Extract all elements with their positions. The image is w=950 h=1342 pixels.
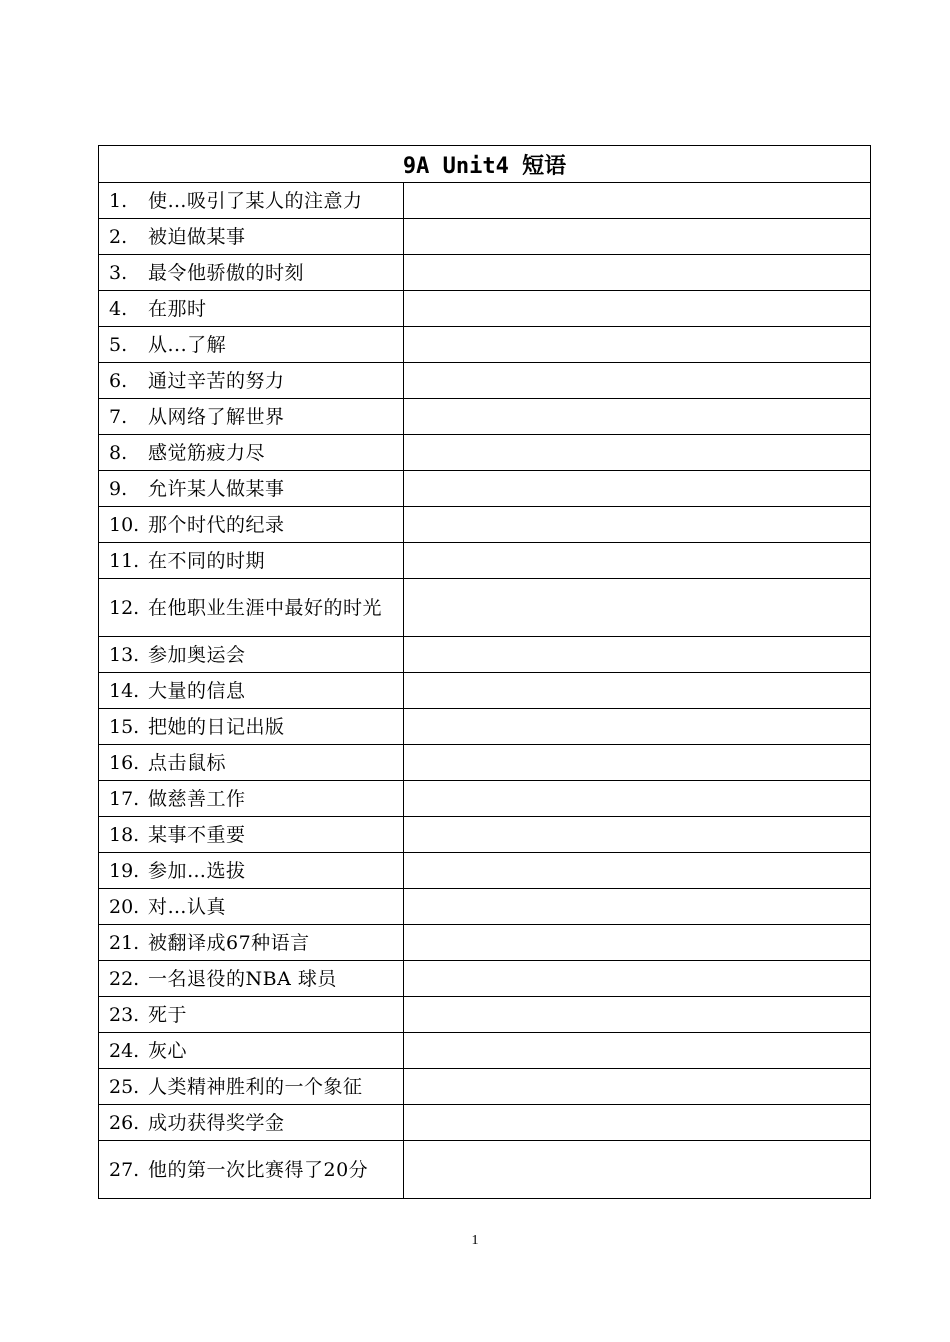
phrase-cell xyxy=(99,219,404,255)
item-number: 3. xyxy=(109,261,128,284)
table-row xyxy=(99,399,871,435)
phrase-text: 在不同的时期 xyxy=(148,549,266,572)
table-row xyxy=(99,745,871,781)
answer-blank-cell[interactable] xyxy=(404,781,871,817)
answer-blank-cell[interactable] xyxy=(404,399,871,435)
phrase-text: 被迫做某事 xyxy=(148,225,246,248)
answer-blank-cell[interactable] xyxy=(404,709,871,745)
item-number: 11. xyxy=(109,549,140,572)
table-row xyxy=(99,1105,871,1141)
phrase-cell xyxy=(99,1069,404,1105)
table-row xyxy=(99,925,871,961)
answer-blank-cell[interactable] xyxy=(404,1069,871,1105)
item-number: 4. xyxy=(109,297,128,320)
item-number: 18. xyxy=(109,823,140,846)
phrase-text: 允许某人做某事 xyxy=(148,477,285,500)
phrase-text: 从网络了解世界 xyxy=(148,405,285,428)
item-number: 9. xyxy=(109,477,128,500)
answer-blank-cell[interactable] xyxy=(404,1105,871,1141)
phrase-cell xyxy=(99,637,404,673)
phrase-text: 做慈善工作 xyxy=(148,787,246,810)
item-number: 25. xyxy=(109,1075,140,1098)
phrase-text: 一名退役的NBA 球员 xyxy=(148,967,337,990)
answer-blank-cell[interactable] xyxy=(404,471,871,507)
answer-blank-cell[interactable] xyxy=(404,853,871,889)
phrase-text: 在那时 xyxy=(148,297,207,320)
worksheet-title: 9A Unit4 短语 xyxy=(99,146,871,183)
phrase-cell xyxy=(99,1033,404,1069)
phrase-text: 对…认真 xyxy=(148,895,227,918)
phrase-cell xyxy=(99,781,404,817)
phrase-text: 某事不重要 xyxy=(148,823,246,846)
table-row xyxy=(99,579,871,637)
phrase-cell xyxy=(99,507,404,543)
item-number: 15. xyxy=(109,715,140,738)
item-number: 8. xyxy=(109,441,128,464)
answer-blank-cell[interactable] xyxy=(404,255,871,291)
table-row xyxy=(99,1069,871,1105)
item-number: 17. xyxy=(109,787,140,810)
table-row xyxy=(99,1141,871,1199)
phrase-cell xyxy=(99,817,404,853)
phrase-cell xyxy=(99,1141,404,1199)
answer-blank-cell[interactable] xyxy=(404,817,871,853)
phrase-cell xyxy=(99,853,404,889)
table-row xyxy=(99,961,871,997)
table-row xyxy=(99,889,871,925)
item-number: 27. xyxy=(109,1158,140,1181)
phrase-cell xyxy=(99,291,404,327)
table-row xyxy=(99,435,871,471)
item-number: 14. xyxy=(109,679,140,702)
table-row xyxy=(99,817,871,853)
phrase-cell xyxy=(99,399,404,435)
item-number: 19. xyxy=(109,859,140,882)
phrase-cell xyxy=(99,435,404,471)
item-number: 2. xyxy=(109,225,128,248)
item-number: 12. xyxy=(109,596,140,619)
answer-blank-cell[interactable] xyxy=(404,673,871,709)
phrase-cell xyxy=(99,327,404,363)
item-number: 1. xyxy=(109,189,128,212)
answer-blank-cell[interactable] xyxy=(404,291,871,327)
phrase-text: 灰心 xyxy=(148,1039,188,1062)
item-number: 21. xyxy=(109,931,140,954)
answer-blank-cell[interactable] xyxy=(404,435,871,471)
phrase-cell xyxy=(99,543,404,579)
phrase-cell xyxy=(99,183,404,219)
phrase-text: 点击鼠标 xyxy=(148,751,227,774)
table-row xyxy=(99,543,871,579)
table-row xyxy=(99,327,871,363)
phrase-text: 使…吸引了某人的注意力 xyxy=(148,189,363,212)
table-row xyxy=(99,291,871,327)
phrase-text: 人类精神胜利的一个象征 xyxy=(148,1075,363,1098)
item-number: 23. xyxy=(109,1003,140,1026)
answer-blank-cell[interactable] xyxy=(404,363,871,399)
table-row xyxy=(99,471,871,507)
phrase-text: 那个时代的纪录 xyxy=(148,513,285,536)
phrase-cell xyxy=(99,363,404,399)
answer-blank-cell[interactable] xyxy=(404,1141,871,1199)
answer-blank-cell[interactable] xyxy=(404,745,871,781)
phrase-cell xyxy=(99,255,404,291)
table-row xyxy=(99,363,871,399)
phrase-cell xyxy=(99,709,404,745)
table-row xyxy=(99,997,871,1033)
table-row xyxy=(99,853,871,889)
phrase-cell xyxy=(99,925,404,961)
table-row xyxy=(99,709,871,745)
phrase-cell xyxy=(99,889,404,925)
table-row xyxy=(99,1033,871,1069)
item-number: 16. xyxy=(109,751,140,774)
table-row xyxy=(99,781,871,817)
page-number: 1 xyxy=(471,1233,479,1248)
answer-blank-cell[interactable] xyxy=(404,579,871,637)
answer-blank-cell[interactable] xyxy=(404,961,871,997)
answer-blank-cell[interactable] xyxy=(404,1033,871,1069)
item-number: 24. xyxy=(109,1039,140,1062)
answer-blank-cell[interactable] xyxy=(404,219,871,255)
table-row xyxy=(99,673,871,709)
answer-blank-cell[interactable] xyxy=(404,889,871,925)
phrase-text: 参加奥运会 xyxy=(148,643,246,666)
item-number: 7. xyxy=(109,405,128,428)
phrase-cell xyxy=(99,997,404,1033)
phrase-cell xyxy=(99,1105,404,1141)
phrase-cell xyxy=(99,961,404,997)
answer-blank-cell[interactable] xyxy=(404,637,871,673)
answer-blank-cell[interactable] xyxy=(404,997,871,1033)
table-row xyxy=(99,219,871,255)
table-row xyxy=(99,637,871,673)
phrase-text: 大量的信息 xyxy=(148,679,246,702)
table-row xyxy=(99,507,871,543)
phrase-text: 最令他骄傲的时刻 xyxy=(148,261,305,284)
phrase-cell xyxy=(99,579,404,637)
item-number: 26. xyxy=(109,1111,140,1134)
answer-blank-cell[interactable] xyxy=(404,327,871,363)
phrase-text: 参加…选拔 xyxy=(148,859,246,882)
phrase-cell xyxy=(99,471,404,507)
table-row xyxy=(99,255,871,291)
phrase-text: 把她的日记出版 xyxy=(148,715,285,738)
phrase-text: 感觉筋疲力尽 xyxy=(148,441,266,464)
item-number: 6. xyxy=(109,369,128,392)
item-number: 10. xyxy=(109,513,140,536)
answer-blank-cell[interactable] xyxy=(404,925,871,961)
answer-blank-cell[interactable] xyxy=(404,507,871,543)
phrase-worksheet-table xyxy=(98,145,871,1199)
item-number: 22. xyxy=(109,967,140,990)
phrase-text: 在他职业生涯中最好的时光 xyxy=(148,596,383,619)
phrase-text: 被翻译成67种语言 xyxy=(148,931,310,954)
item-number: 20. xyxy=(109,895,140,918)
phrase-text: 通过辛苦的努力 xyxy=(148,369,285,392)
answer-blank-cell[interactable] xyxy=(404,183,871,219)
table-row xyxy=(99,183,871,219)
phrase-text: 从...了解 xyxy=(148,333,227,356)
phrase-text: 成功获得奖学金 xyxy=(148,1111,285,1134)
item-number: 5. xyxy=(109,333,128,356)
phrase-cell xyxy=(99,745,404,781)
answer-blank-cell[interactable] xyxy=(404,543,871,579)
phrase-text: 他的第一次比赛得了20分 xyxy=(148,1158,369,1181)
item-number: 13. xyxy=(109,643,140,666)
phrase-text: 死于 xyxy=(148,1003,188,1026)
phrase-cell xyxy=(99,673,404,709)
